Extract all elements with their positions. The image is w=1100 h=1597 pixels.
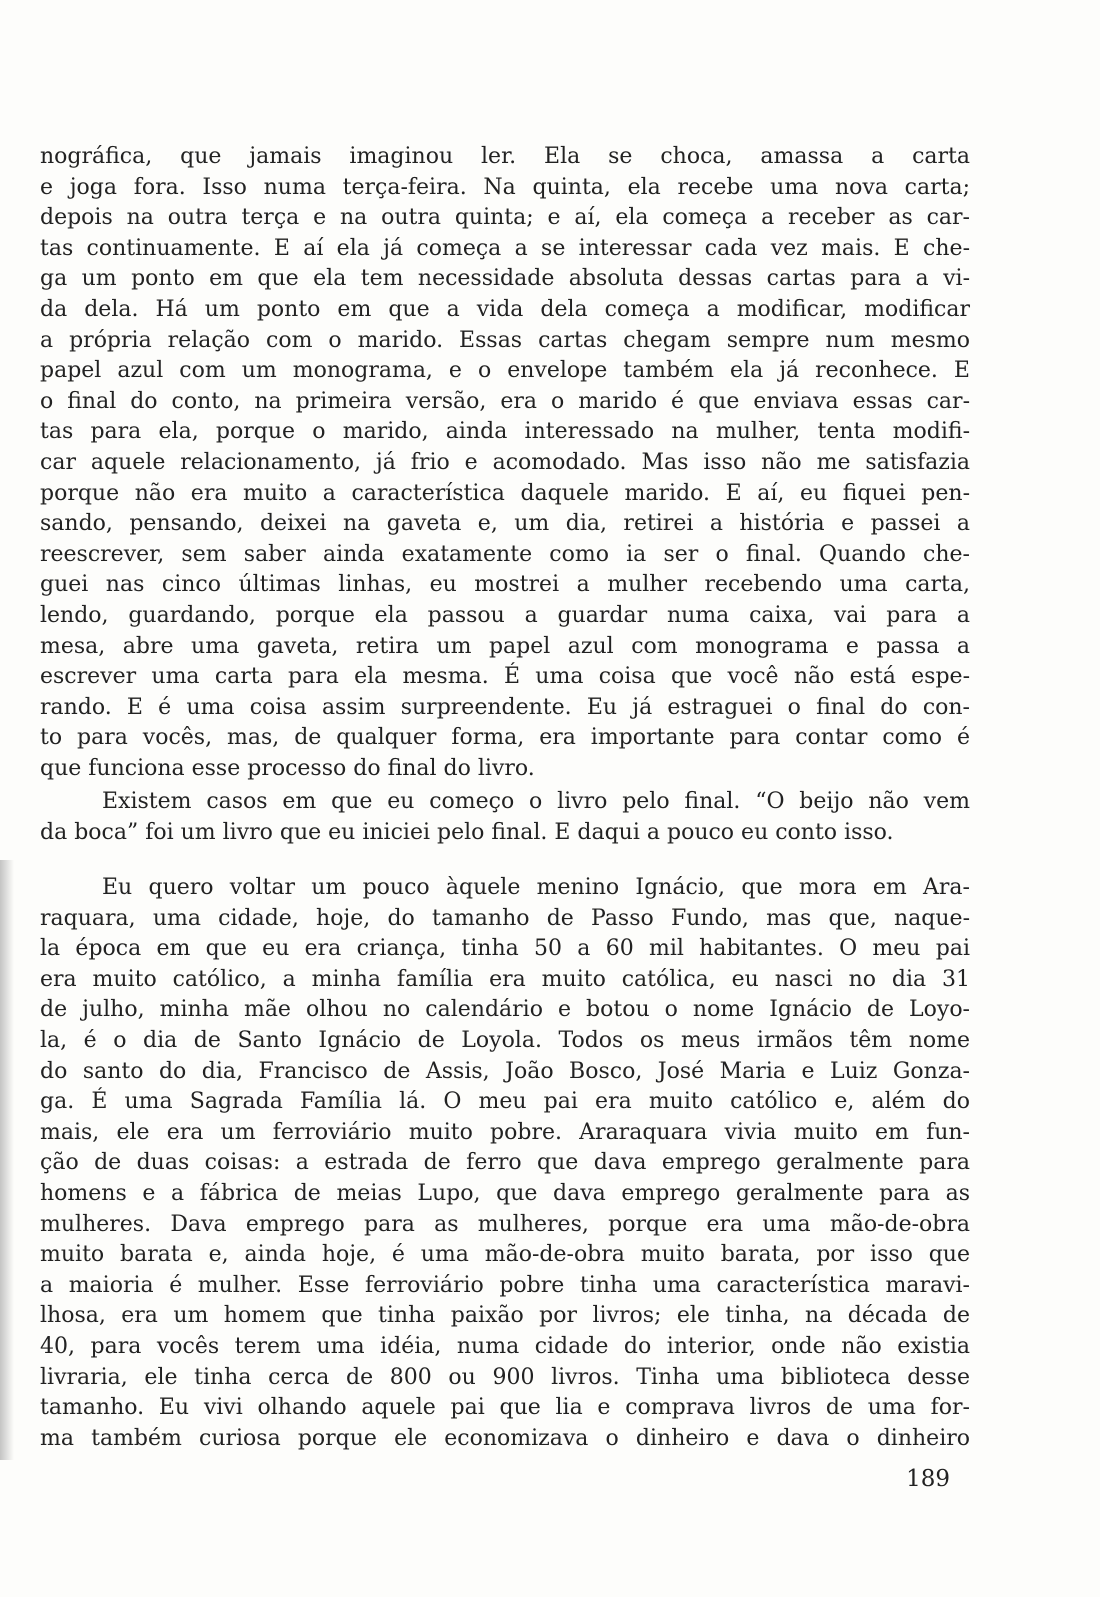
text-line: muito barata e, ainda hoje, é uma mão-de-obra muito barata, por isso que [40,1242,970,1268]
paragraph-3 [40,873,970,1454]
text-line: escrever uma carta para ela mesma. É uma coisa que você não está espe- [40,664,970,690]
text-line: depois na outra terça e na outra quinta; e aí, ela começa a receber as car- [40,205,970,231]
text-line: la época em que eu era criança, tinha 50 a 60 mil habitantes. O meu pai [40,936,970,962]
text-line: ga. É uma Sagrada Família lá. O meu pai era muito católico e, além do [40,1089,970,1115]
text-line: tas para ela, porque o marido, ainda interessado na mulher, tenta modifi- [40,419,970,445]
text-line: to para vocês, mas, de qualquer forma, era importante para contar como é [40,725,970,751]
text-line: a maioria é mulher. Esse ferroviário pobre tinha uma característica maravi- [40,1272,970,1298]
text-line: tamanho. Eu vivi olhando aquele pai que lia e comprava livros de uma for- [40,1395,970,1421]
text-line: 40, para vocês terem uma idéia, numa cidade do interior, onde não existia [40,1333,970,1359]
text-line: Existem casos em que eu começo o livro pelo final. “O beijo não vem [102,789,970,814]
text-line: Eu quero voltar um pouco àquele menino Ignácio, que mora em Ara- [102,875,970,900]
text-line: era muito católico, a minha família era muito católica, eu nasci no dia 31 [40,966,970,992]
text-line: e joga fora. Isso numa terça-feira. Na quinta, ela recebe uma nova carta; [40,174,970,200]
text-line: car aquele relacionamento, já frio e acomodado. Mas isso não me satisfazia [40,449,970,475]
binding-shadow [0,860,14,1460]
text-line: papel azul com um monograma, e o envelope também ela já reconhece. E [40,358,970,384]
text-line: tas continuamente. E aí ela já começa a se interessar cada vez mais. E che- [40,235,970,261]
text-line: nográfica, que jamais imaginou ler. Ela se choca, amassa a carta [40,144,970,169]
text-line: reescrever, sem saber ainda exatamente como ia ser o final. Quando che- [40,541,970,567]
paragraph-2 [40,787,970,848]
text-line: de julho, minha mãe olhou no calendário e botou o nome Ignácio de Loyo- [40,997,970,1023]
text-line: mais, ele era um ferroviário muito pobre. Araraquara vivia muito em fun- [40,1119,970,1145]
text-line: ga um ponto em que ela tem necessidade absoluta dessas cartas para a vi- [40,266,970,292]
text-line: ma também curiosa porque ele economizava o dinheiro e dava o dinheiro [40,1425,970,1451]
text-line: o final do conto, na primeira versão, era o marido é que enviava essas car- [40,388,970,414]
text-line: sando, pensando, deixei na gaveta e, um dia, retirei a história e passei a [40,511,970,537]
text-line: la, é o dia de Santo Ignácio de Loyola. Todos os meus irmãos têm nome [40,1027,970,1053]
text-line: a própria relação com o marido. Essas cartas chegam sempre num mesmo [40,327,970,353]
text-line: da boca” foi um livro que eu iniciei pelo final. E daqui a pouco eu conto isso. [40,819,894,845]
page-number: 189 [906,1466,950,1492]
text-line: lendo, guardando, porque ela passou a guardar numa caixa, vai para a [40,602,970,628]
text-line: homens e a fábrica de meias Lupo, que dava emprego geralmente para as [40,1180,970,1206]
text-line: do santo do dia, Francisco de Assis, João Bosco, José Maria e Luiz Gonza- [40,1058,970,1084]
text-line: raquara, uma cidade, hoje, do tamanho de Passo Fundo, mas que, naque- [40,905,970,931]
paragraph-1 [40,142,970,784]
text-line: ção de duas coisas: a estrada de ferro que dava emprego geralmente para [40,1150,970,1176]
text-line: mesa, abre uma gaveta, retira um papel azul com monograma e passa a [40,633,970,659]
text-line: rando. E é uma coisa assim surpreendente. Eu já estraguei o final do con- [40,694,970,720]
text-line: livraria, ele tinha cerca de 800 ou 900 livros. Tinha uma biblioteca desse [40,1364,970,1390]
text-line: da dela. Há um ponto em que a vida dela começa a modificar, modificar [40,296,970,322]
text-line: guei nas cinco últimas linhas, eu mostrei a mulher recebendo uma carta, [40,572,970,598]
text-line: lhosa, era um homem que tinha paixão por livros; ele tinha, na década de [40,1303,970,1329]
text-line: porque não era muito a característica daquele marido. E aí, eu fiquei pen- [40,480,970,506]
text-line: que funciona esse processo do final do livro. [40,755,535,781]
text-line: mulheres. Dava emprego para as mulheres, porque era uma mão-de-obra [40,1211,970,1237]
